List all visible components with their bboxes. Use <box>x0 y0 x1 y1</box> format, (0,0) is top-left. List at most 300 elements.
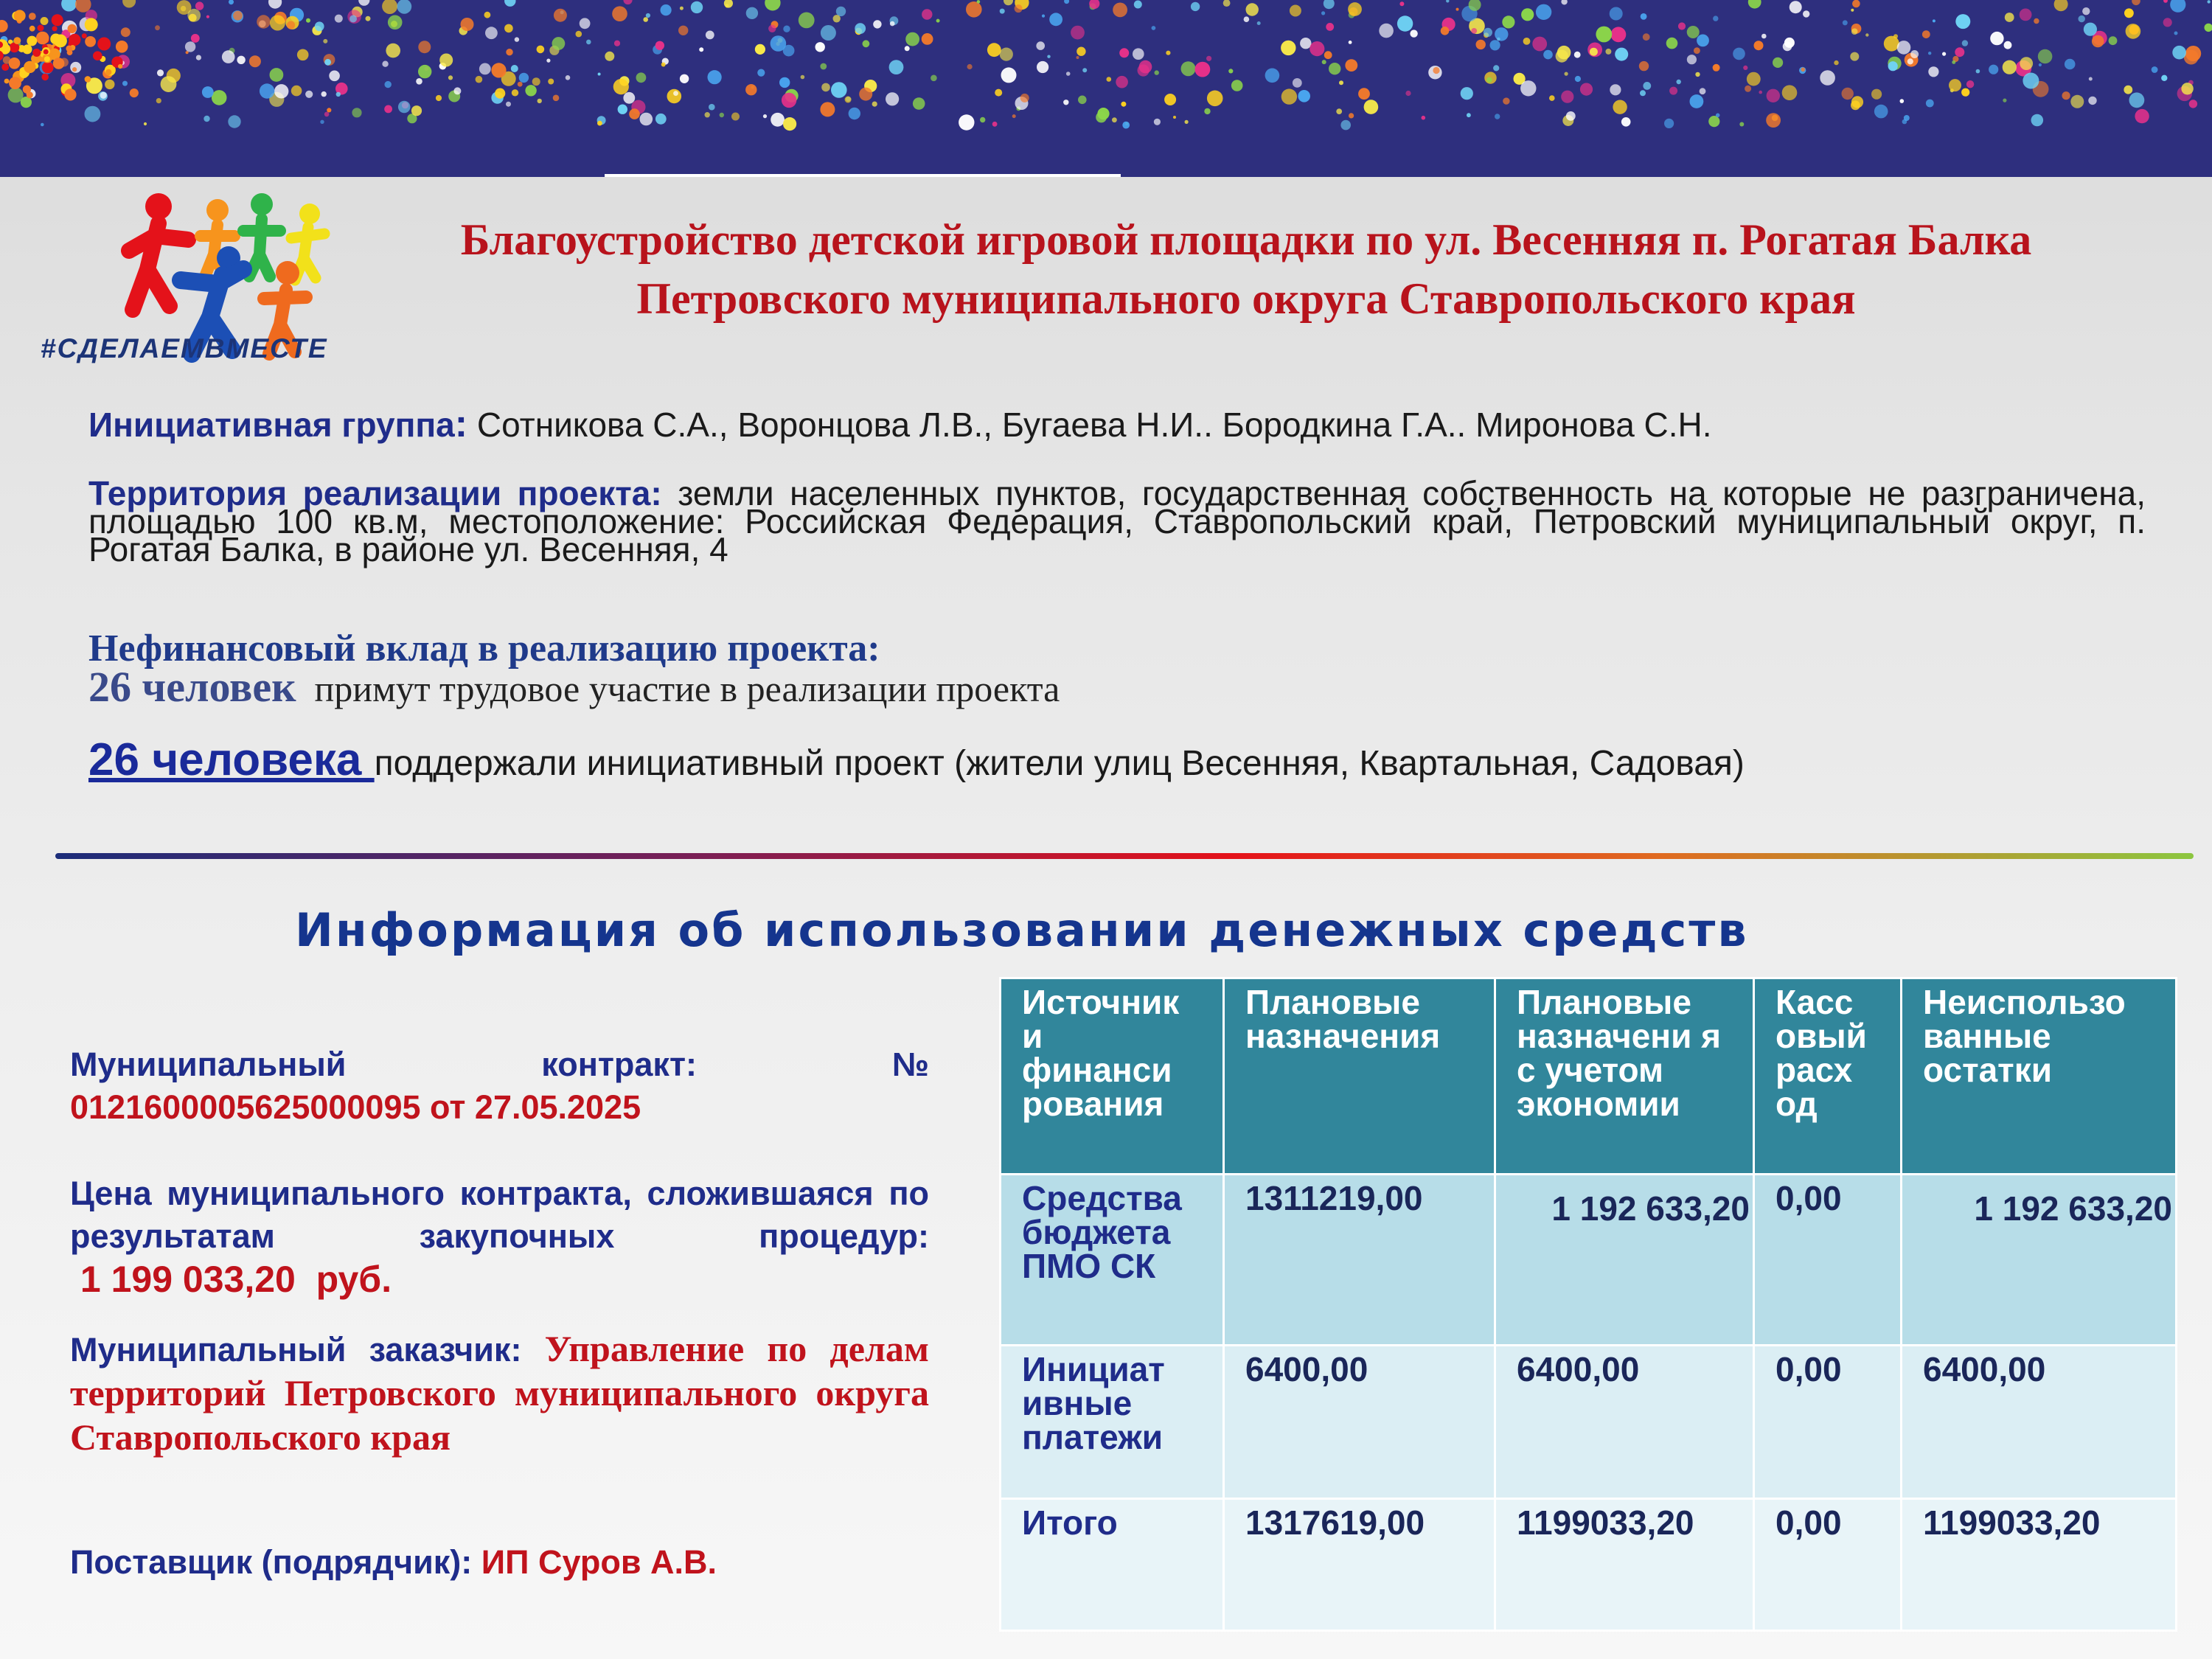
confetti-dot <box>995 89 1002 97</box>
confetti-dot <box>1349 41 1352 44</box>
confetti-dot <box>336 92 341 97</box>
confetti-dot <box>384 105 392 114</box>
confetti-dot <box>1851 28 1858 35</box>
cell-cash-expense: 0,00 <box>1754 1175 1902 1346</box>
confetti-decoration <box>0 0 2212 174</box>
confetti-dot <box>121 27 131 37</box>
confetti-dot <box>552 37 566 50</box>
confetti-dot <box>1134 1 1142 9</box>
confetti-dot <box>2181 83 2193 94</box>
confetti-dot <box>1748 0 1761 9</box>
confetti-dot <box>720 113 724 117</box>
confetti-dot <box>268 0 282 9</box>
confetti-dot <box>41 123 44 127</box>
confetti-dot <box>605 52 614 61</box>
confetti-dot <box>2004 41 2012 49</box>
confetti-dot <box>2062 91 2070 100</box>
confetti-dot <box>1561 0 1567 4</box>
confetti-dot <box>1955 14 1970 29</box>
confetti-dot <box>187 9 201 22</box>
confetti-dot <box>1228 69 1233 73</box>
confetti-dot <box>1549 95 1555 101</box>
supplier-value: ИП Суров А.В. <box>472 1543 717 1581</box>
confetti-dot <box>1566 111 1576 121</box>
confetti-dot <box>512 89 518 96</box>
confetti-dot <box>1020 94 1029 102</box>
table-row <box>1001 1346 2177 1499</box>
confetti-dot <box>1324 0 1335 9</box>
confetti-dot <box>1852 0 1860 7</box>
confetti-dot <box>1747 72 1761 86</box>
confetti-dot <box>2005 13 2014 22</box>
confetti-dot <box>1907 58 1913 64</box>
confetti-dot <box>1955 47 1964 57</box>
confetti-dot <box>1000 9 1005 14</box>
confetti-dot <box>1433 67 1439 74</box>
confetti-burst-dot <box>64 88 76 100</box>
confetti-dot <box>320 120 324 124</box>
confetti-dot <box>185 41 195 52</box>
confetti-burst-dot <box>4 79 10 84</box>
confetti-dot <box>1842 88 1854 100</box>
confetti-dot <box>1713 15 1718 21</box>
confetti-dot <box>922 9 932 19</box>
confetti-dot <box>202 86 214 98</box>
confetti-dot <box>1590 48 1598 56</box>
confetti-dot <box>1012 114 1016 118</box>
confetti-burst-dot <box>42 62 54 74</box>
confetti-dot <box>191 34 200 43</box>
confetti-dot <box>855 23 866 34</box>
confetti-dot <box>890 21 895 27</box>
confetti-dot <box>1700 88 1706 94</box>
confetti-dot <box>122 0 136 8</box>
confetti-dot <box>623 0 632 4</box>
confetti-dot <box>157 69 164 76</box>
confetti-dot <box>1036 41 1045 50</box>
cell-source: Итого <box>1001 1499 1224 1631</box>
confetti-dot <box>801 75 805 80</box>
confetti-dot <box>85 106 101 122</box>
confetti-dot <box>1486 77 1492 83</box>
confetti-dot <box>1574 52 1581 58</box>
confetti-dot <box>519 73 529 83</box>
confetti-dot <box>1298 90 1310 102</box>
confetti-dot <box>305 91 313 98</box>
confetti-dot <box>1801 68 1806 72</box>
confetti-dot <box>2163 0 2168 3</box>
confetti-dot <box>548 79 554 85</box>
gradient-divider <box>55 853 2194 859</box>
confetti-burst-dot <box>32 49 41 57</box>
confetti-dot <box>260 83 274 98</box>
confetti-dot <box>922 33 933 45</box>
confetti-dot <box>1121 102 1126 107</box>
confetti-dot <box>1580 83 1593 96</box>
confetti-dot <box>1321 11 1325 15</box>
initiative-label: Инициативная группа <box>88 406 455 444</box>
confetti-dot <box>479 63 491 75</box>
confetti-dot <box>386 44 400 58</box>
confetti-dot <box>2039 63 2042 66</box>
confetti-dot <box>439 54 453 67</box>
cell-planned: 6400,00 <box>1224 1346 1495 1499</box>
confetti-dot <box>1888 61 1898 71</box>
confetti-dot <box>779 77 790 88</box>
confetti-dot <box>783 26 790 32</box>
confetti-dot <box>1851 96 1863 108</box>
header-cash-expense: Касс овый расх од <box>1754 978 1902 1175</box>
confetti-dot <box>532 77 540 86</box>
confetti-dot <box>1596 27 1612 43</box>
confetti-dot <box>1001 67 1017 83</box>
confetti-burst-dot <box>53 58 65 69</box>
confetti-dot <box>324 112 330 117</box>
confetti-dot <box>1928 52 1931 55</box>
confetti-dot <box>1928 66 1938 77</box>
confetti-dot <box>538 99 542 103</box>
confetti-dot <box>1820 70 1835 86</box>
confetti-dot <box>1733 48 1745 60</box>
confetti-dot <box>1096 112 1107 123</box>
confetti-dot <box>913 97 925 110</box>
confetti-dot <box>418 41 431 53</box>
confetti-dot <box>613 79 629 94</box>
confetti-dot <box>836 7 846 16</box>
page-title <box>339 210 2153 328</box>
confetti-dot <box>1761 34 1767 39</box>
confetti-dot <box>1077 46 1085 55</box>
confetti-dot <box>1476 40 1486 49</box>
confetti-dot <box>229 0 234 4</box>
confetti-burst-dot <box>69 34 80 46</box>
confetti-dot <box>680 7 684 10</box>
confetti-dot <box>1166 51 1170 55</box>
confetti-dot <box>1643 33 1650 41</box>
confetti-dot <box>1446 0 1449 3</box>
confetti-dot <box>270 68 284 82</box>
confetti-dot <box>416 78 422 85</box>
confetti-dot <box>1113 3 1127 18</box>
confetti-burst-dot <box>14 37 21 44</box>
confetti-dot <box>1865 33 1868 36</box>
support-count: 26 человека <box>88 734 375 785</box>
confetti-dot <box>678 26 688 35</box>
confetti-dot <box>1641 13 1647 20</box>
confetti-dot <box>204 116 209 122</box>
confetti-dot <box>329 71 340 82</box>
confetti-dot <box>1739 122 1744 127</box>
confetti-dot <box>485 27 498 39</box>
confetti-dot <box>1133 48 1144 60</box>
confetti-dot <box>959 114 974 130</box>
supplier-label: Поставщик (подрядчик): <box>70 1543 473 1581</box>
confetti-dot <box>1687 55 1697 64</box>
confetti-dot <box>2129 92 2145 108</box>
confetti-dot <box>257 15 270 28</box>
confetti-dot <box>831 82 847 98</box>
confetti-dot <box>1803 10 1809 17</box>
confetti-dot <box>1962 40 1968 46</box>
confetti-dot <box>323 39 327 44</box>
confetti-burst-dot <box>14 10 26 21</box>
confetti-dot <box>1207 91 1223 107</box>
title-line-2: Петровского муниципального округа Ставропольского края <box>636 274 1856 323</box>
banner-highlight-line <box>605 174 1121 177</box>
confetti-dot <box>1713 64 1720 72</box>
confetti-dot <box>1000 48 1013 61</box>
confetti-dot <box>1610 84 1621 95</box>
confetti-dot <box>2208 0 2211 3</box>
confetti-dot <box>872 102 877 107</box>
confetti-dot <box>1164 94 1176 105</box>
confetti-dot <box>2124 86 2132 94</box>
confetti-dot <box>1543 50 1553 60</box>
confetti-dot <box>222 50 235 63</box>
confetti-dot <box>1326 23 1334 31</box>
confetti-dot <box>980 117 985 122</box>
confetti-dot <box>614 41 620 46</box>
confetti-dot <box>849 108 860 119</box>
confetti-dot <box>765 0 780 11</box>
cell-unused-balance: 6400,00 <box>1902 1346 2177 1499</box>
confetti-dot <box>1405 91 1411 96</box>
cell-planned-economy: 1 192 633,20 <box>1495 1175 1754 1346</box>
confetti-burst-dot <box>68 24 77 33</box>
confetti-dot <box>518 82 523 87</box>
confetti-burst-dot <box>85 76 91 83</box>
confetti-dot <box>1399 1 1404 6</box>
confetti-dot <box>1281 41 1295 55</box>
confetti-dot <box>708 70 722 84</box>
confetti-burst-dot <box>27 91 33 98</box>
confetti-dot <box>1467 113 1471 117</box>
confetti-dot <box>1037 61 1048 73</box>
confetti-dot <box>105 80 114 89</box>
confetti-dot <box>845 97 852 103</box>
confetti-burst-dot <box>54 35 67 48</box>
confetti-dot <box>699 47 703 52</box>
header-planned-economy: Плановые назначени я с учетом экономии <box>1495 978 1754 1175</box>
confetti-dot <box>382 0 397 14</box>
confetti-burst-dot <box>97 38 111 51</box>
confetti-dot <box>833 15 841 22</box>
confetti-dot <box>1265 69 1280 83</box>
confetti-dot <box>2070 95 2084 108</box>
confetti-dot <box>1246 3 1259 15</box>
territory-label: Территория реализации проекта: <box>88 474 662 512</box>
confetti-dot <box>905 46 910 51</box>
confetti-dot <box>1697 35 1709 47</box>
confetti-dot <box>1490 40 1500 50</box>
confetti-dot <box>453 87 461 94</box>
confetti-dot <box>2003 99 2006 102</box>
support-text: поддержали инициативный проект (жители улиц Весенняя, Квартальная, Садовая) <box>374 744 1745 783</box>
confetti-dot <box>398 101 411 114</box>
confetti-dot <box>782 93 796 108</box>
confetti-dot <box>1933 19 1935 22</box>
header-planned: Плановые назначения <box>1224 978 1495 1175</box>
confetti-dot <box>1621 117 1631 127</box>
confetti-dot <box>1790 1 1802 13</box>
confetti-dot <box>1257 21 1261 25</box>
confetti-dot <box>1694 47 1700 54</box>
confetti-dot <box>72 67 77 72</box>
customer-info <box>70 1327 929 1460</box>
confetti-dot <box>1345 59 1357 72</box>
confetti-dot <box>820 63 827 70</box>
confetti-dot <box>2020 9 2032 21</box>
confetti-dot <box>1112 117 1117 122</box>
confetti-dot <box>643 17 648 22</box>
confetti-burst-dot <box>66 46 72 52</box>
confetti-dot <box>212 90 227 105</box>
confetti-dot <box>2020 57 2033 70</box>
confetti-burst-dot <box>24 61 35 73</box>
confetti-dot <box>1349 113 1354 118</box>
confetti-dot <box>1615 48 1628 61</box>
header-unused-balance: Неиспользо ванные остатки <box>1902 978 2177 1175</box>
confetti-dot <box>1773 58 1783 68</box>
confetti-dot <box>411 105 422 116</box>
confetti-dot <box>1521 8 1534 21</box>
confetti-dot <box>504 0 515 7</box>
confetti-dot <box>249 55 261 67</box>
confetti-dot <box>1952 60 1955 64</box>
confetti-dot <box>335 15 343 23</box>
confetti-dot <box>757 69 765 77</box>
confetti-dot <box>2082 7 2090 15</box>
confetti-dot <box>484 12 491 18</box>
confetti-dot <box>859 88 872 101</box>
confetti-dot <box>799 13 815 29</box>
confetti-dot <box>863 40 870 47</box>
confetti-dot <box>1503 97 1509 104</box>
confetti-burst-dot <box>52 14 63 26</box>
confetti-dot <box>2034 18 2039 24</box>
territory-value: земли населенных пунктов, государственная собственность на которые не разграничена, площадью 100 кв.м, местоположение: Российская Федерация, Ставропольский край, Петровский муниципальный округ, п. Рогатая Балка, в районе ул. Весенняя, 4 <box>88 474 2146 568</box>
confetti-dot <box>1754 41 1764 50</box>
price-label: Цена муниципального контракта, сложившаяся по результатам закупочных процедур: <box>70 1175 929 1255</box>
confetti-dot <box>1336 108 1342 114</box>
customer-label: Муниципальный заказчик: <box>70 1331 522 1368</box>
confetti-dot <box>388 15 403 30</box>
table-row <box>1001 1499 2177 1631</box>
confetti-dot <box>745 84 757 95</box>
confetti-dot <box>554 9 567 22</box>
confetti-burst-dot <box>9 77 21 89</box>
nonfinancial-support <box>88 734 1745 786</box>
confetti-dot <box>655 41 664 50</box>
confetti-dot <box>2023 73 2039 89</box>
confetti-dot <box>1322 60 1326 64</box>
confetti-dot <box>2163 18 2172 27</box>
confetti-dot <box>597 121 602 126</box>
confetti-dot <box>1244 16 1250 22</box>
confetti-dot <box>2124 8 2134 18</box>
confetti-dot <box>1204 108 1210 114</box>
confetti-dot <box>1047 55 1050 58</box>
confetti-dot <box>623 92 635 104</box>
confetti-dot <box>2126 24 2141 39</box>
confetti-burst-dot <box>36 32 49 45</box>
initiative-colon: : <box>454 403 468 445</box>
confetti-burst-dot <box>85 18 98 31</box>
confetti-dot <box>2185 46 2201 61</box>
confetti-dot <box>2172 46 2186 60</box>
confetti-burst-dot <box>44 49 49 55</box>
confetti-dot <box>1966 80 1974 88</box>
cell-planned: 1317619,00 <box>1224 1499 1495 1631</box>
confetti-dot <box>130 88 139 97</box>
confetti-dot <box>936 19 940 23</box>
confetti-burst-dot <box>41 74 49 81</box>
cell-cash-expense: 0,00 <box>1754 1346 1902 1499</box>
confetti-dot <box>1223 0 1231 7</box>
confetti-dot <box>358 0 369 6</box>
labor-text: примут трудовое участие в реализации проекта <box>296 668 1060 709</box>
confetti-dot <box>967 64 973 69</box>
confetti-dot <box>783 45 795 57</box>
header-source: Источник и финанси рования <box>1001 978 1224 1175</box>
confetti-dot <box>1678 22 1686 29</box>
confetti-dot <box>61 0 77 11</box>
confetti-dot <box>2065 59 2076 70</box>
confetti-dot <box>1290 5 1301 17</box>
confetti-dot <box>1666 38 1678 49</box>
territory <box>88 474 2146 568</box>
confetti-dot <box>2054 0 2068 11</box>
confetti-dot <box>195 1 204 10</box>
confetti-dot <box>1495 114 1500 119</box>
confetti-dot <box>905 32 919 46</box>
confetti-dot <box>385 81 392 88</box>
confetti-dot <box>1610 7 1623 21</box>
confetti-dot <box>2088 97 2096 105</box>
confetti-dot <box>1015 4 1023 13</box>
confetti-dot <box>397 0 411 14</box>
confetti-dot <box>1976 69 1980 74</box>
contract-label: Муниципальный контракт: № <box>70 1046 929 1083</box>
confetti-dot <box>2174 32 2178 35</box>
confetti-dot <box>566 75 571 80</box>
confetti-dot <box>636 72 647 83</box>
confetti-dot <box>1461 87 1473 100</box>
confetti-dot <box>2161 75 2167 81</box>
confetti-dot <box>1155 70 1159 74</box>
confetti-dot <box>1340 120 1351 131</box>
confetti-dot <box>612 6 627 21</box>
confetti-dot <box>1071 26 1085 40</box>
confetti-dot <box>1324 51 1332 59</box>
confetti-dot <box>506 102 511 107</box>
confetti-dot <box>1897 41 1911 55</box>
confetti-dot <box>1843 20 1848 25</box>
confetti-burst-dot <box>93 51 102 60</box>
funds-table <box>999 977 2177 1632</box>
confetti-burst-dot <box>85 36 96 47</box>
confetti-dot <box>1339 80 1343 85</box>
confetti-dot <box>1871 89 1882 100</box>
confetti-dot <box>1231 80 1243 91</box>
confetti-dot <box>1379 24 1394 38</box>
confetti-dot <box>321 91 327 97</box>
confetti-dot <box>315 21 324 31</box>
confetti-dot <box>1471 28 1477 34</box>
confetti-dot <box>1116 76 1128 88</box>
confetti-dot <box>598 73 601 76</box>
confetti-dot <box>1759 91 1762 94</box>
